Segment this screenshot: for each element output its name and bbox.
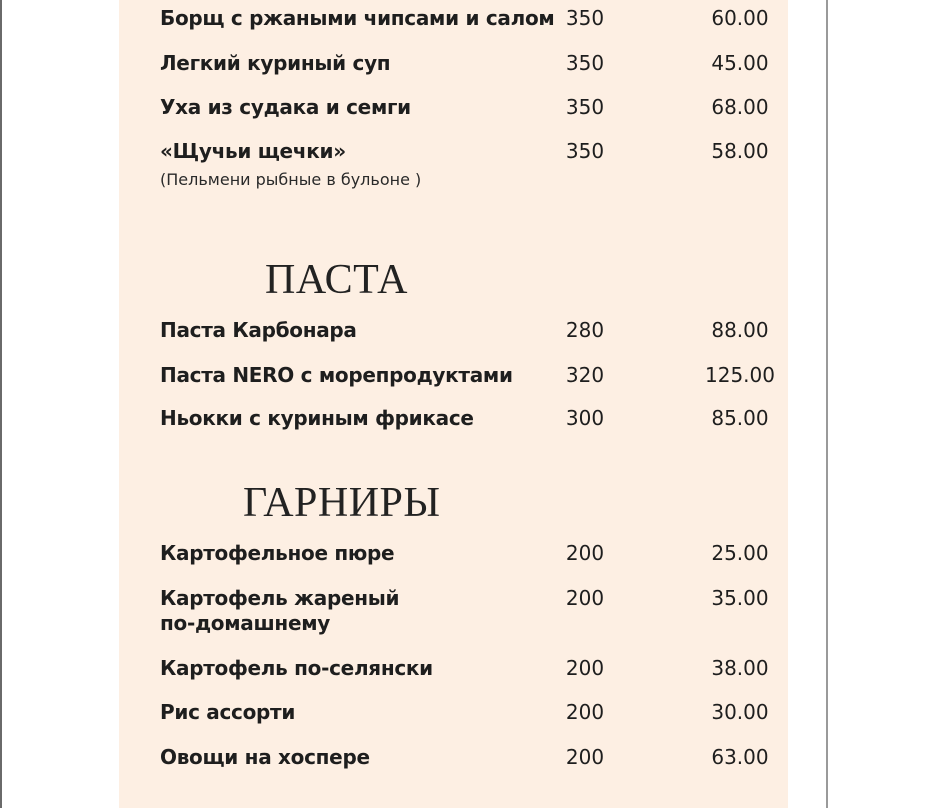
item-price: 30.00 (711, 700, 769, 724)
item-name: Картофельное пюре (160, 541, 395, 565)
item-name: Борщ с ржаными чипсами и салом (160, 6, 555, 30)
item-price: 38.00 (711, 656, 769, 680)
menu-item (0, 51, 933, 81)
item-price: 35.00 (711, 586, 769, 610)
menu-item (0, 363, 933, 393)
item-name: Рис ассорти (160, 700, 296, 724)
item-price: 85.00 (711, 406, 769, 430)
item-weight: 350 (565, 6, 605, 30)
item-weight: 200 (565, 586, 605, 610)
menu-item (0, 139, 933, 199)
item-price: 63.00 (711, 745, 769, 769)
item-price: 60.00 (711, 6, 769, 30)
item-weight: 200 (565, 541, 605, 565)
menu-item (0, 541, 933, 571)
menu-item (0, 745, 933, 775)
menu-item (0, 318, 933, 348)
item-name: «Щучьи щечки» (160, 139, 346, 163)
menu-item (0, 95, 933, 125)
menu-item (0, 406, 933, 436)
item-weight: 350 (565, 51, 605, 75)
item-weight: 200 (565, 745, 605, 769)
item-price: 25.00 (711, 541, 769, 565)
item-weight: 350 (565, 139, 605, 163)
section-title-pasta: ПАСТА (265, 257, 408, 303)
item-name: Овощи на хоспере (160, 745, 370, 769)
item-name: Паста Карбонара (160, 318, 357, 342)
item-name: Паста NERO с морепродуктами (160, 363, 513, 387)
item-price: 125.00 (705, 363, 775, 387)
menu-item (0, 656, 933, 686)
menu-item (0, 700, 933, 730)
section-title-garnish: ГАРНИРЫ (243, 480, 441, 526)
item-name: Ньокки с куриным фрикасе (160, 406, 474, 430)
item-name-line2: по-домашнему (160, 611, 331, 635)
menu-item (0, 6, 933, 36)
item-name: Уха из судака и семги (160, 95, 411, 119)
menu-item (0, 586, 933, 638)
item-price: 88.00 (711, 318, 769, 342)
item-name: Картофель жареный (160, 586, 400, 610)
item-name: Картофель по-селянски (160, 656, 433, 680)
item-price: 45.00 (711, 51, 769, 75)
item-weight: 300 (565, 406, 605, 430)
item-weight: 200 (565, 656, 605, 680)
item-weight: 350 (565, 95, 605, 119)
item-weight: 320 (565, 363, 605, 387)
item-name: Легкий куриный суп (160, 51, 391, 75)
item-note: (Пельмени рыбные в бульоне ) (160, 170, 422, 189)
item-price: 68.00 (711, 95, 769, 119)
item-weight: 280 (565, 318, 605, 342)
item-weight: 200 (565, 700, 605, 724)
item-price: 58.00 (711, 139, 769, 163)
